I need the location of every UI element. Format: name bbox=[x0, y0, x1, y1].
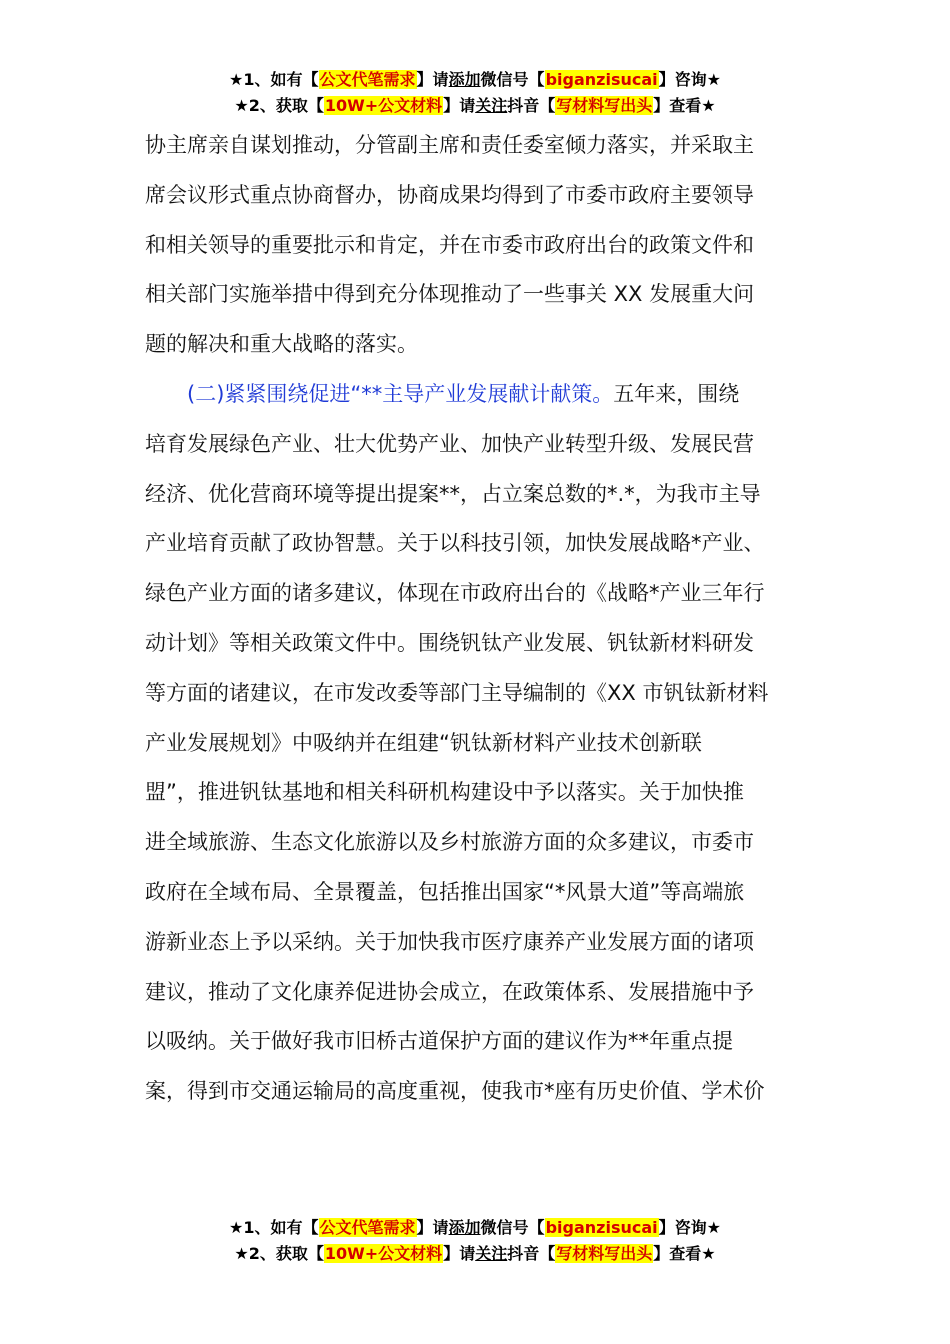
section-heading-line: (二)紧紧围绕促进“**主导产业发展献计献策。五年来，围绕 bbox=[187, 381, 740, 406]
text-line: 建议，推动了文化康养促进协会成立，在政策体系、发展措施中予 bbox=[145, 979, 754, 1004]
text-line: 产业发展规划》中吸纳并在组建“钒钛新材料产业技术创新联 bbox=[145, 730, 702, 755]
banner-line-1: ★1、如有【公文代笔需求】请添加微信号【biganzisucai】咨询★ bbox=[229, 70, 721, 89]
text-line: 绿色产业方面的诸多建议，体现在市政府出台的《战略*产业三年行 bbox=[145, 581, 765, 606]
text-line: 题的解决和重大战略的落实。 bbox=[145, 332, 418, 357]
highlight-douyin-account: 写材料写出头 bbox=[556, 96, 653, 115]
text-line: 盟”，推进钒钛基地和相关科研机构建设中予以落实。关于加快推 bbox=[145, 780, 744, 805]
text-line: 动计划》等相关政策文件中。围绕钒钛产业发展、钒钛新材料研发 bbox=[145, 630, 754, 655]
highlight-service: 公文代笔需求 bbox=[319, 1218, 416, 1237]
text-line: 等方面的诸建议，在市发改委等部门主导编制的《XX 市钒钛新材料 bbox=[145, 680, 769, 705]
text-line: 案，得到市交通运输局的高度重视，使我市*座有历史价值、学术价 bbox=[145, 1079, 765, 1104]
highlight-materials: 10W+公文材料 bbox=[324, 96, 443, 115]
text-line: 产业培育贡献了政协智慧。关于以科技引领，加快发展战略*产业、 bbox=[145, 531, 765, 556]
header-banner bbox=[0, 67, 950, 119]
highlight-materials: 10W+公文材料 bbox=[324, 1244, 443, 1263]
banner-line-2: ★2、获取【10W+公文材料】请关注抖音【写材料写出头】查看★ bbox=[234, 96, 716, 115]
highlight-wechat-id: biganzisucai bbox=[545, 1218, 658, 1237]
text-line: 席会议形式重点协商督办，协商成果均得到了市委市政府主要领导 bbox=[145, 182, 754, 207]
text-line: 相关部门实施举措中得到充分体现推动了一些事关 XX 发展重大问 bbox=[145, 282, 755, 307]
text-line: 经济、优化营商环境等提出提案**，占立案总数的*.*，为我市主导 bbox=[145, 481, 761, 506]
section-heading: (二)紧紧围绕促进“**主导产业发展献计献策。 bbox=[187, 381, 614, 406]
banner-line-2: ★2、获取【10W+公文材料】请关注抖音【写材料写出头】查看★ bbox=[234, 1244, 716, 1263]
text-line: 和相关领导的重要批示和肯定，并在市委市政府出台的政策文件和 bbox=[145, 232, 754, 257]
text-line: 培育发展绿色产业、壮大优势产业、加快产业转型升级、发展民营 bbox=[145, 431, 754, 456]
text-line: 游新业态上予以采纳。关于加快我市医疗康养产业发展方面的诸项 bbox=[145, 929, 754, 954]
banner-line-1: ★1、如有【公文代笔需求】请添加微信号【biganzisucai】咨询★ bbox=[229, 1218, 721, 1237]
footer-banner bbox=[0, 1215, 950, 1267]
text-line: 以吸纳。关于做好我市旧桥古道保护方面的建议作为**年重点提 bbox=[145, 1029, 733, 1054]
highlight-douyin-account: 写材料写出头 bbox=[556, 1244, 653, 1263]
document-body bbox=[145, 121, 811, 1117]
text-line: 协主席亲自谋划推动，分管副主席和责任委室倾力落实，并采取主 bbox=[145, 133, 754, 157]
text-line: 进全域旅游、生态文化旅游以及乡村旅游方面的众多建议，市委市 bbox=[145, 830, 754, 855]
text-line: 政府在全域布局、全景覆盖，包括推出国家“*风景大道”等高端旅 bbox=[145, 879, 745, 904]
highlight-service: 公文代笔需求 bbox=[319, 70, 416, 89]
highlight-wechat-id: biganzisucai bbox=[545, 70, 658, 89]
